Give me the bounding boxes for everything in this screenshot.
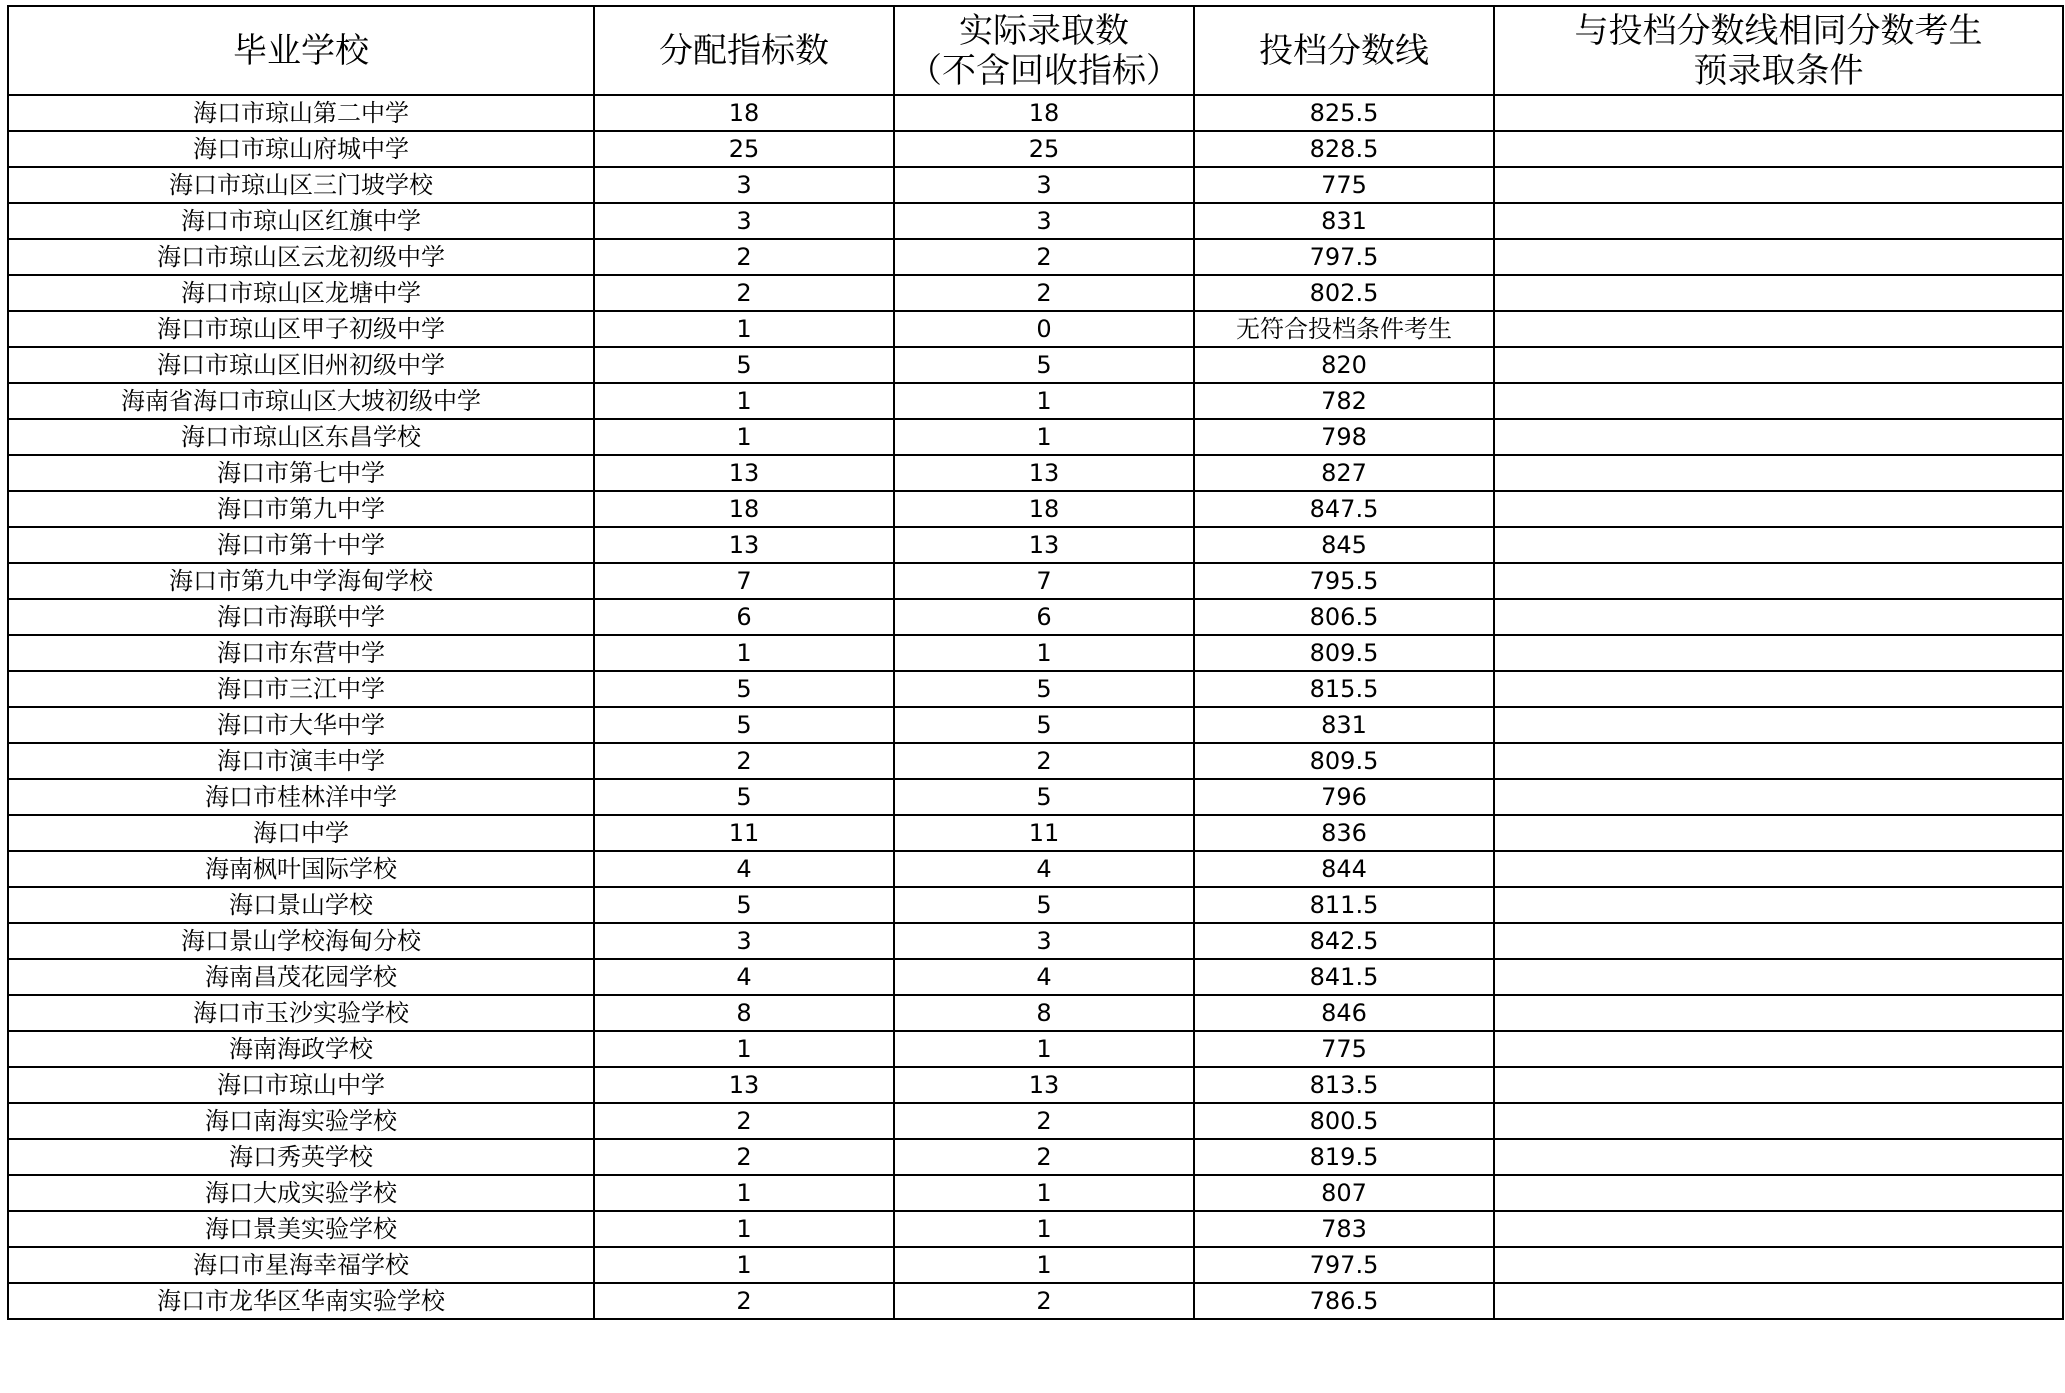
cell-admitted: 25 (894, 131, 1194, 167)
cell-condition (1494, 275, 2063, 311)
table-row (8, 1175, 2063, 1211)
cell-school: 海口市第十中学 (8, 527, 594, 563)
cell-quota: 7 (594, 563, 894, 599)
table-row (8, 167, 2063, 203)
table-row (8, 347, 2063, 383)
table-row (8, 131, 2063, 167)
table-row (8, 1067, 2063, 1103)
cell-score: 807 (1194, 1175, 1494, 1211)
cell-quota: 13 (594, 527, 894, 563)
cell-condition (1494, 743, 2063, 779)
cell-quota: 1 (594, 383, 894, 419)
cell-quota: 18 (594, 491, 894, 527)
cell-school: 海口市第七中学 (8, 455, 594, 491)
table-row (8, 1139, 2063, 1175)
cell-score: 797.5 (1194, 1247, 1494, 1283)
cell-score: 846 (1194, 995, 1494, 1031)
header-score: 投档分数线 (1194, 6, 1494, 95)
cell-admitted: 5 (894, 779, 1194, 815)
cell-condition (1494, 1175, 2063, 1211)
cell-school: 海口市琼山区红旗中学 (8, 203, 594, 239)
cell-score: 815.5 (1194, 671, 1494, 707)
table-row (8, 923, 2063, 959)
cell-admitted: 5 (894, 707, 1194, 743)
cell-school: 海口市琼山第二中学 (8, 95, 594, 131)
cell-score: 800.5 (1194, 1103, 1494, 1139)
cell-admitted: 13 (894, 1067, 1194, 1103)
table-row (8, 779, 2063, 815)
cell-school: 海口市第九中学海甸学校 (8, 563, 594, 599)
cell-quota: 13 (594, 1067, 894, 1103)
table-row (8, 275, 2063, 311)
cell-condition (1494, 1031, 2063, 1067)
table-row (8, 851, 2063, 887)
cell-condition (1494, 95, 2063, 131)
cell-admitted: 4 (894, 959, 1194, 995)
cell-score: 842.5 (1194, 923, 1494, 959)
table-row (8, 995, 2063, 1031)
cell-school: 海口市桂林洋中学 (8, 779, 594, 815)
cell-condition (1494, 419, 2063, 455)
cell-condition (1494, 671, 2063, 707)
cell-school: 海口市琼山区东昌学校 (8, 419, 594, 455)
cell-quota: 2 (594, 275, 894, 311)
cell-score: 809.5 (1194, 743, 1494, 779)
cell-admitted: 0 (894, 311, 1194, 347)
table-row (8, 1103, 2063, 1139)
cell-condition (1494, 383, 2063, 419)
cell-score: 813.5 (1194, 1067, 1494, 1103)
cell-school: 海口市三江中学 (8, 671, 594, 707)
table-row (8, 239, 2063, 275)
cell-condition (1494, 1283, 2063, 1319)
cell-admitted: 18 (894, 95, 1194, 131)
cell-condition (1494, 995, 2063, 1031)
cell-quota: 1 (594, 1211, 894, 1247)
cell-admitted: 2 (894, 1103, 1194, 1139)
cell-score: 831 (1194, 707, 1494, 743)
header-condition-line1: 与投档分数线相同分数考生 (1574, 10, 1983, 51)
table-row (8, 887, 2063, 923)
table-row (8, 1211, 2063, 1247)
header-school: 毕业学校 (8, 6, 594, 95)
table-row (8, 599, 2063, 635)
cell-quota: 2 (594, 239, 894, 275)
cell-school: 海口景美实验学校 (8, 1211, 594, 1247)
cell-school: 海口南海实验学校 (8, 1103, 594, 1139)
cell-score: 797.5 (1194, 239, 1494, 275)
cell-score: 775 (1194, 1031, 1494, 1067)
cell-score: 782 (1194, 383, 1494, 419)
cell-admitted: 11 (894, 815, 1194, 851)
cell-school: 海南海政学校 (8, 1031, 594, 1067)
cell-admitted: 1 (894, 1175, 1194, 1211)
cell-score: 802.5 (1194, 275, 1494, 311)
cell-condition (1494, 959, 2063, 995)
cell-condition (1494, 923, 2063, 959)
cell-quota: 1 (594, 1247, 894, 1283)
cell-score: 841.5 (1194, 959, 1494, 995)
cell-quota: 5 (594, 347, 894, 383)
cell-score: 809.5 (1194, 635, 1494, 671)
cell-condition (1494, 887, 2063, 923)
table-row (8, 1031, 2063, 1067)
cell-score: 836 (1194, 815, 1494, 851)
cell-score: 798 (1194, 419, 1494, 455)
cell-score: 827 (1194, 455, 1494, 491)
cell-school: 海口景山学校 (8, 887, 594, 923)
table-row (8, 311, 2063, 347)
cell-admitted: 5 (894, 887, 1194, 923)
cell-admitted: 13 (894, 527, 1194, 563)
cell-score: 796 (1194, 779, 1494, 815)
cell-admitted: 7 (894, 563, 1194, 599)
table-row (8, 671, 2063, 707)
cell-condition (1494, 347, 2063, 383)
cell-school: 海口市琼山中学 (8, 1067, 594, 1103)
cell-quota: 3 (594, 167, 894, 203)
table-row (8, 1283, 2063, 1319)
cell-school: 海口市演丰中学 (8, 743, 594, 779)
cell-condition (1494, 1103, 2063, 1139)
cell-school: 海口市东营中学 (8, 635, 594, 671)
cell-condition (1494, 1211, 2063, 1247)
table-row (8, 455, 2063, 491)
cell-score: 786.5 (1194, 1283, 1494, 1319)
cell-admitted: 1 (894, 1247, 1194, 1283)
cell-school: 海口市海联中学 (8, 599, 594, 635)
table-row (8, 419, 2063, 455)
cell-score: 847.5 (1194, 491, 1494, 527)
table-row (8, 203, 2063, 239)
cell-score: 844 (1194, 851, 1494, 887)
cell-admitted: 1 (894, 383, 1194, 419)
cell-score: 无符合投档条件考生 (1194, 311, 1494, 347)
cell-quota: 1 (594, 311, 894, 347)
cell-score: 825.5 (1194, 95, 1494, 131)
table-row (8, 1247, 2063, 1283)
table-body (8, 95, 2063, 1319)
cell-score: 783 (1194, 1211, 1494, 1247)
cell-condition (1494, 1247, 2063, 1283)
table-row (8, 563, 2063, 599)
table-row (8, 959, 2063, 995)
cell-quota: 1 (594, 1175, 894, 1211)
cell-admitted: 5 (894, 347, 1194, 383)
cell-quota: 11 (594, 815, 894, 851)
cell-condition (1494, 1139, 2063, 1175)
cell-school: 海口大成实验学校 (8, 1175, 594, 1211)
header-admitted-line2: （不含回收指标） (908, 50, 1180, 91)
cell-school: 海口景山学校海甸分校 (8, 923, 594, 959)
cell-admitted: 1 (894, 419, 1194, 455)
cell-quota: 8 (594, 995, 894, 1031)
cell-quota: 1 (594, 635, 894, 671)
cell-quota: 1 (594, 419, 894, 455)
cell-school: 海南枫叶国际学校 (8, 851, 594, 887)
cell-admitted: 6 (894, 599, 1194, 635)
cell-admitted: 5 (894, 671, 1194, 707)
table-row (8, 707, 2063, 743)
cell-school: 海南省海口市琼山区大坡初级中学 (8, 383, 594, 419)
cell-school: 海口市琼山府城中学 (8, 131, 594, 167)
cell-condition (1494, 1067, 2063, 1103)
table-row (8, 815, 2063, 851)
cell-admitted: 13 (894, 455, 1194, 491)
cell-score: 828.5 (1194, 131, 1494, 167)
cell-quota: 5 (594, 887, 894, 923)
cell-quota: 1 (594, 1031, 894, 1067)
cell-school: 海口市琼山区旧州初级中学 (8, 347, 594, 383)
cell-quota: 5 (594, 671, 894, 707)
cell-quota: 2 (594, 1283, 894, 1319)
cell-admitted: 2 (894, 239, 1194, 275)
cell-score: 775 (1194, 167, 1494, 203)
cell-condition (1494, 779, 2063, 815)
cell-condition (1494, 635, 2063, 671)
cell-admitted: 2 (894, 743, 1194, 779)
cell-quota: 4 (594, 959, 894, 995)
cell-quota: 3 (594, 203, 894, 239)
cell-quota: 18 (594, 95, 894, 131)
cell-score: 795.5 (1194, 563, 1494, 599)
cell-school: 海口市琼山区龙塘中学 (8, 275, 594, 311)
cell-school: 海口市龙华区华南实验学校 (8, 1283, 594, 1319)
cell-condition (1494, 167, 2063, 203)
cell-school: 海口市大华中学 (8, 707, 594, 743)
cell-admitted: 1 (894, 1031, 1194, 1067)
header-admitted (894, 6, 1194, 95)
header-admitted-line1: 实际录取数 (959, 10, 1129, 51)
admission-score-table (7, 5, 2064, 1320)
cell-quota: 13 (594, 455, 894, 491)
table-row (8, 743, 2063, 779)
cell-admitted: 3 (894, 203, 1194, 239)
cell-admitted: 2 (894, 275, 1194, 311)
cell-score: 811.5 (1194, 887, 1494, 923)
cell-condition (1494, 203, 2063, 239)
cell-school: 海口市琼山区三门坡学校 (8, 167, 594, 203)
cell-school: 海口市第九中学 (8, 491, 594, 527)
table-row (8, 635, 2063, 671)
cell-admitted: 2 (894, 1283, 1194, 1319)
cell-quota: 2 (594, 1139, 894, 1175)
cell-school: 海口中学 (8, 815, 594, 851)
cell-quota: 25 (594, 131, 894, 167)
cell-score: 831 (1194, 203, 1494, 239)
cell-admitted: 4 (894, 851, 1194, 887)
cell-admitted: 3 (894, 923, 1194, 959)
cell-school: 海口市玉沙实验学校 (8, 995, 594, 1031)
cell-quota: 2 (594, 743, 894, 779)
cell-quota: 4 (594, 851, 894, 887)
header-condition-line2: 预录取条件 (1693, 50, 1864, 91)
cell-score: 806.5 (1194, 599, 1494, 635)
cell-condition (1494, 527, 2063, 563)
cell-condition (1494, 563, 2063, 599)
cell-admitted: 1 (894, 635, 1194, 671)
cell-quota: 6 (594, 599, 894, 635)
cell-quota: 2 (594, 1103, 894, 1139)
cell-school: 海口市星海幸福学校 (8, 1247, 594, 1283)
cell-school: 海口市琼山区云龙初级中学 (8, 239, 594, 275)
cell-school: 海口秀英学校 (8, 1139, 594, 1175)
cell-condition (1494, 707, 2063, 743)
cell-condition (1494, 599, 2063, 635)
cell-condition (1494, 491, 2063, 527)
cell-condition (1494, 131, 2063, 167)
cell-admitted: 3 (894, 167, 1194, 203)
cell-quota: 5 (594, 779, 894, 815)
table-row (8, 383, 2063, 419)
cell-school: 海口市琼山区甲子初级中学 (8, 311, 594, 347)
cell-score: 845 (1194, 527, 1494, 563)
table-row (8, 491, 2063, 527)
header-quota: 分配指标数 (594, 6, 894, 95)
table-row (8, 527, 2063, 563)
cell-admitted: 2 (894, 1139, 1194, 1175)
cell-condition (1494, 455, 2063, 491)
cell-school: 海南昌茂花园学校 (8, 959, 594, 995)
header-condition (1494, 6, 2063, 95)
cell-score: 820 (1194, 347, 1494, 383)
table-header-row (8, 6, 2063, 95)
table-row (8, 95, 2063, 131)
cell-admitted: 18 (894, 491, 1194, 527)
cell-admitted: 1 (894, 1211, 1194, 1247)
cell-quota: 3 (594, 923, 894, 959)
cell-quota: 5 (594, 707, 894, 743)
cell-condition (1494, 851, 2063, 887)
cell-score: 819.5 (1194, 1139, 1494, 1175)
cell-admitted: 8 (894, 995, 1194, 1031)
cell-condition (1494, 311, 2063, 347)
cell-condition (1494, 815, 2063, 851)
cell-condition (1494, 239, 2063, 275)
